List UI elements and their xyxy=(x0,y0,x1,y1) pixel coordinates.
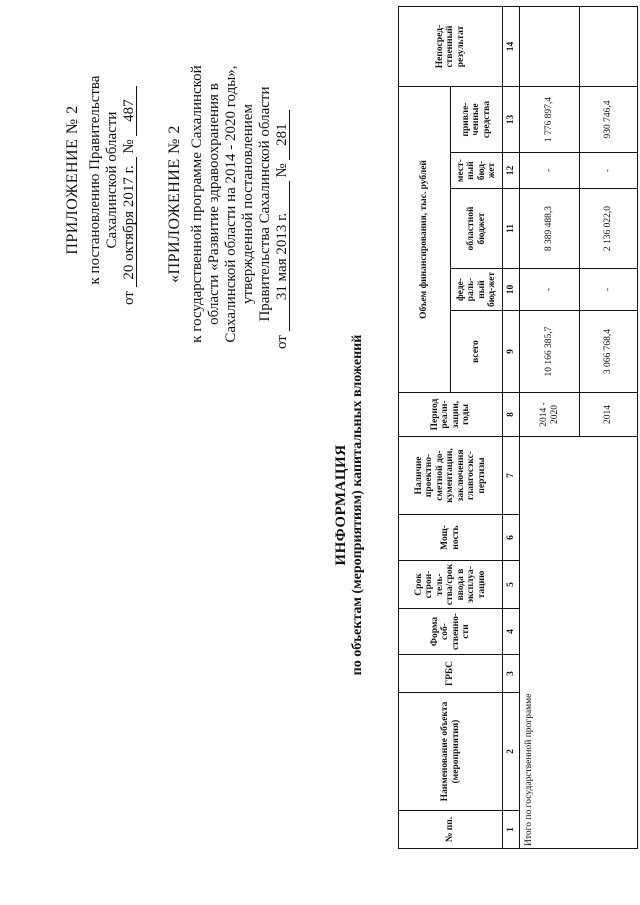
header-total: всего xyxy=(451,311,503,393)
col-number: 12 xyxy=(503,153,520,189)
header-regional: областной бюджет xyxy=(451,189,503,269)
cell-total: 10 166 385,7 xyxy=(520,311,580,393)
cell-federal: - xyxy=(580,269,638,311)
header-name: Наименование объекта (мероприятия) xyxy=(399,693,503,811)
col-number: 2 xyxy=(503,693,520,811)
program-number: 281 xyxy=(275,110,290,160)
program-date: 31 мая 2013 г. xyxy=(275,181,290,331)
number-label: № xyxy=(121,139,137,154)
program-line-5: Правительства Сахалинской области xyxy=(257,86,273,322)
resolution-date: 20 октября 2017 г. xyxy=(122,157,137,287)
col-number: 4 xyxy=(503,609,520,655)
header-federal: феде-раль-ный бюд-жет xyxy=(451,269,503,311)
header-result: Непосред-ственный результат xyxy=(399,7,503,87)
cell-local: - xyxy=(520,153,580,189)
cell-result xyxy=(520,7,580,87)
header-no: № пп. xyxy=(399,811,503,849)
col-number: 9 xyxy=(503,311,520,393)
cell-federal: - xyxy=(520,269,580,311)
col-number: 13 xyxy=(503,87,520,153)
program-line-1: к государственной программе Сахалинской xyxy=(189,65,205,343)
col-number: 6 xyxy=(503,515,520,561)
program-appendix-title: «ПРИЛОЖЕНИЕ № 2 xyxy=(166,125,183,283)
col-number: 8 xyxy=(503,393,520,437)
table-row xyxy=(520,7,580,849)
col-number: 5 xyxy=(503,561,520,609)
header-funding: Объем финансирования, тыс. рублей xyxy=(399,87,451,393)
header-docs: Наличие проектно-сметной до-кументации, заключения главгосэкс-пертизы xyxy=(399,437,503,515)
header-local: мест-ный бюд-жет xyxy=(451,153,503,189)
header-term: Срок строи-тель-ства/срок ввода в эксплуа-тацию xyxy=(399,561,503,609)
col-number: 7 xyxy=(503,437,520,515)
program-number-label: № xyxy=(274,163,290,178)
cell-period: 2014 xyxy=(580,393,638,437)
program-header xyxy=(166,59,291,349)
header-period: Период реали-зации, годы xyxy=(399,393,503,437)
capital-investment-table xyxy=(398,6,638,849)
cell-total: 3 066 768,4 xyxy=(580,311,638,393)
cell-local: - xyxy=(580,153,638,189)
resolution-number: 487 xyxy=(122,86,137,136)
col-number: 10 xyxy=(503,269,520,311)
cell-period: 2014 - 2020 xyxy=(520,393,580,437)
program-from-label: от xyxy=(274,335,290,349)
info-subtitle: по объектам (мероприятиям) капитальных вложений xyxy=(350,334,365,676)
header-attracted: привле-ченные средства xyxy=(451,87,503,153)
resolution-line-2: Сахалинской области xyxy=(104,111,120,249)
col-number: 11 xyxy=(503,189,520,269)
program-line-3: Сахалинской области на 2014 - 2020 годы», xyxy=(223,65,239,343)
header-ownership: Форма соб-ственно-сти xyxy=(399,609,503,655)
resolution-header xyxy=(64,55,138,305)
total-label: Итого по государственной программе xyxy=(520,437,638,849)
col-number: 1 xyxy=(503,811,520,849)
from-label: от xyxy=(121,291,137,305)
info-title: ИНФОРМАЦИЯ xyxy=(333,444,349,566)
info-heading xyxy=(333,225,366,785)
cell-result xyxy=(580,7,638,87)
cell-regional: 2 136 022,0 xyxy=(580,189,638,269)
header-capacity: Мощ-ность xyxy=(399,515,503,561)
header-grbs: ГРБС xyxy=(399,655,503,693)
cell-attracted: 930 746,4 xyxy=(580,87,638,153)
cell-attracted: 1 776 897,4 xyxy=(520,87,580,153)
col-number: 3 xyxy=(503,655,520,693)
col-number: 14 xyxy=(503,7,520,87)
resolution-line-1: к постановлению Правительства xyxy=(87,75,103,285)
program-line-4: утвержденной постановлением xyxy=(240,104,256,304)
program-line-2: области «Развитие здравоохранения в xyxy=(206,83,222,325)
cell-regional: 8 389 488,3 xyxy=(520,189,580,269)
appendix-title: ПРИЛОЖЕНИЕ № 2 xyxy=(64,105,81,255)
